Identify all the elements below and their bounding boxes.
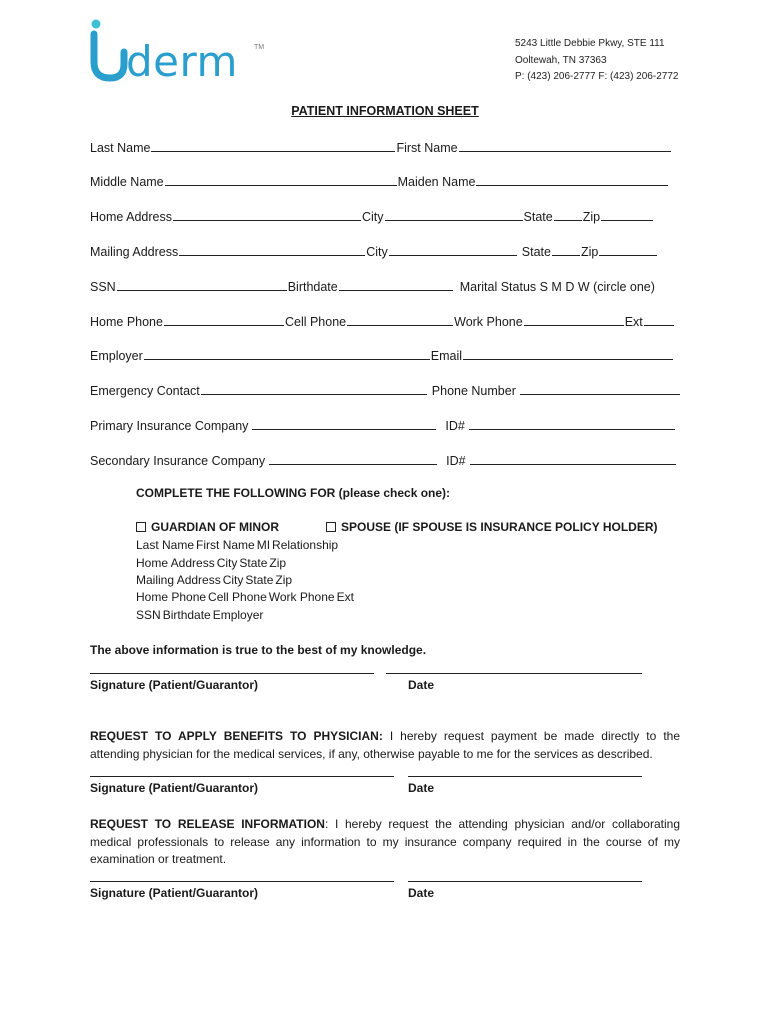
home-address-field[interactable] bbox=[173, 209, 361, 221]
signature-line-1[interactable] bbox=[90, 673, 374, 674]
g-zip-label: Zip bbox=[269, 556, 287, 570]
ext-field[interactable] bbox=[644, 314, 674, 326]
row-primary-insurance bbox=[90, 418, 680, 434]
work-phone-label: Work Phone bbox=[454, 315, 523, 329]
row-secondary-insurance bbox=[90, 453, 680, 469]
form-title: PATIENT INFORMATION SHEET bbox=[291, 104, 479, 118]
g-mi-label: MI bbox=[256, 538, 271, 552]
secondary-insurance-label: Secondary Insurance Company bbox=[90, 454, 266, 468]
home-address-label: Home Address bbox=[90, 210, 172, 224]
row-employer bbox=[90, 348, 680, 364]
spouse-label: SPOUSE (IF SPOUSE IS INSURANCE POLICY HOLDER) bbox=[341, 520, 658, 534]
mailing-zip-field[interactable] bbox=[599, 244, 657, 256]
emergency-contact-field[interactable] bbox=[201, 383, 427, 395]
emergency-contact-label: Emergency Contact bbox=[90, 384, 200, 398]
zip-field[interactable] bbox=[601, 209, 653, 221]
zip-label: Zip bbox=[582, 210, 601, 224]
guardian-row-phones bbox=[136, 590, 681, 605]
g-employer-label: Employer bbox=[212, 608, 264, 622]
state-label: State bbox=[523, 210, 553, 224]
g-cell-phone-label: Cell Phone bbox=[208, 590, 267, 604]
uderm-logo bbox=[88, 18, 268, 84]
g-home-phone-label: Home Phone bbox=[136, 590, 207, 604]
cell-phone-label: Cell Phone bbox=[284, 315, 347, 329]
guardian-section-heading: COMPLETE THE FOLLOWING FOR (please check one): bbox=[136, 486, 451, 500]
g-last-name-label: Last Name bbox=[136, 538, 195, 552]
practice-address bbox=[515, 36, 678, 86]
logo-trademark: TM bbox=[254, 44, 265, 51]
g-mailing-city-label: City bbox=[222, 573, 244, 587]
mailing-address-field[interactable] bbox=[179, 244, 365, 256]
last-name-field[interactable] bbox=[151, 140, 395, 152]
ext-label: Ext bbox=[624, 315, 643, 329]
row-mailing-address bbox=[90, 244, 680, 260]
benefits-text: I hereby request payment be made directly to the attending physician for the medical services, if any, otherwise payable to me for the services as described. bbox=[90, 729, 680, 761]
address-line-2: Ooltewah, TN 37363 bbox=[515, 54, 607, 66]
mailing-address-label: Mailing Address bbox=[90, 245, 179, 259]
signature-label-2: Signature (Patient/Guarantor) bbox=[90, 781, 259, 795]
employer-label: Employer bbox=[90, 349, 143, 363]
address-line-1: 5243 Little Debbie Pkwy, STE 111 bbox=[515, 38, 665, 49]
signature-line-2[interactable] bbox=[90, 776, 394, 777]
marital-status-label[interactable]: Marital Status S M D W (circle one) bbox=[459, 280, 655, 294]
home-phone-field[interactable] bbox=[164, 314, 284, 326]
date-line-1[interactable] bbox=[386, 673, 642, 674]
row-ssn bbox=[90, 279, 680, 295]
date-line-3[interactable] bbox=[408, 881, 642, 882]
logo-u-mark bbox=[88, 18, 128, 84]
g-ext-label: Ext bbox=[336, 590, 354, 604]
guardian-minor-label: GUARDIAN OF MINOR bbox=[151, 520, 279, 534]
primary-insurance-label: Primary Insurance Company bbox=[90, 419, 249, 433]
middle-name-field[interactable] bbox=[165, 174, 397, 186]
g-mailing-address-label: Mailing Address bbox=[136, 573, 221, 587]
ssn-field[interactable] bbox=[117, 279, 287, 291]
g-mailing-state-label: State bbox=[245, 573, 274, 587]
row-home-address bbox=[90, 209, 680, 225]
email-label: Email bbox=[430, 349, 463, 363]
date-line-2[interactable] bbox=[408, 776, 642, 777]
guardian-row-mailing-address bbox=[136, 573, 681, 588]
middle-name-label: Middle Name bbox=[90, 175, 164, 189]
date-label-1: Date bbox=[408, 678, 435, 692]
release-text: : I hereby request the attending physician and/or collaborating medical professionals to release any information to my insurance company required in the course of my examination or treatment. bbox=[90, 817, 680, 866]
state-field[interactable] bbox=[554, 209, 582, 221]
g-ssn-label: SSN bbox=[136, 608, 161, 622]
email-field[interactable] bbox=[463, 348, 673, 360]
g-birthdate-label: Birthdate bbox=[162, 608, 211, 622]
release-paragraph bbox=[90, 816, 680, 869]
g-city-label: City bbox=[216, 556, 238, 570]
primary-insurance-field[interactable] bbox=[252, 418, 436, 430]
city-label: City bbox=[361, 210, 384, 224]
cell-phone-field[interactable] bbox=[347, 314, 453, 326]
primary-id-field[interactable] bbox=[469, 418, 675, 430]
g-home-address-label: Home Address bbox=[136, 556, 215, 570]
phone-number-field[interactable] bbox=[520, 383, 680, 395]
date-label-3: Date bbox=[408, 886, 435, 900]
mailing-state-field[interactable] bbox=[552, 244, 580, 256]
g-state-label: State bbox=[239, 556, 268, 570]
g-work-phone-label: Work Phone bbox=[268, 590, 335, 604]
benefits-paragraph bbox=[90, 728, 680, 763]
g-first-name-label: First Name bbox=[196, 538, 255, 552]
row-phones bbox=[90, 314, 680, 330]
attestation-text: The above information is true to the best of my knowledge. bbox=[90, 643, 427, 657]
mailing-city-field[interactable] bbox=[389, 244, 517, 256]
mailing-city-label: City bbox=[366, 245, 388, 259]
last-name-label: Last Name bbox=[90, 141, 151, 155]
guardian-minor-checkbox[interactable] bbox=[136, 522, 146, 532]
address-phone-fax: P: (423) 206-2777 F: (423) 206-2772 bbox=[515, 71, 679, 82]
birthdate-label: Birthdate bbox=[287, 280, 338, 294]
work-phone-field[interactable] bbox=[524, 314, 624, 326]
logo-wordmark: derm bbox=[126, 37, 238, 86]
secondary-id-field[interactable] bbox=[470, 453, 676, 465]
row-name bbox=[90, 140, 680, 156]
ssn-label: SSN bbox=[90, 280, 116, 294]
benefits-heading: REQUEST TO APPLY BENEFITS TO PHYSICIAN: bbox=[90, 729, 383, 743]
date-label-2: Date bbox=[408, 781, 435, 795]
spouse-checkbox[interactable] bbox=[326, 522, 336, 532]
signature-label-1: Signature (Patient/Guarantor) bbox=[90, 678, 259, 692]
phone-number-label: Phone Number bbox=[431, 384, 516, 398]
signature-line-3[interactable] bbox=[90, 881, 394, 882]
first-name-label: First Name bbox=[396, 141, 458, 155]
row-emergency bbox=[90, 383, 680, 399]
signature-label-3: Signature (Patient/Guarantor) bbox=[90, 886, 259, 900]
g-relationship-label: Relationship bbox=[272, 538, 339, 552]
mailing-state-label: State bbox=[521, 245, 551, 259]
mailing-zip-label: Zip bbox=[580, 245, 599, 259]
spouse-option[interactable] bbox=[326, 520, 658, 534]
guardian-row-home-address bbox=[136, 556, 681, 571]
city-field[interactable] bbox=[385, 209, 523, 221]
home-phone-label: Home Phone bbox=[90, 315, 163, 329]
secondary-insurance-field[interactable] bbox=[269, 453, 437, 465]
guardian-row-name bbox=[136, 538, 681, 553]
primary-id-label: ID# bbox=[445, 419, 465, 433]
secondary-id-label: ID# bbox=[446, 454, 466, 468]
maiden-name-field[interactable] bbox=[476, 174, 668, 186]
employer-field[interactable] bbox=[144, 348, 430, 360]
release-heading: REQUEST TO RELEASE INFORMATION bbox=[90, 817, 325, 831]
first-name-field[interactable] bbox=[459, 140, 671, 152]
guardian-minor-option[interactable] bbox=[136, 520, 279, 534]
g-mailing-zip-label: Zip bbox=[275, 573, 293, 587]
maiden-name-label: Maiden Name bbox=[397, 175, 476, 189]
guardian-options bbox=[136, 520, 681, 534]
row-middle-maiden bbox=[90, 174, 680, 190]
guardian-row-ssn bbox=[136, 608, 681, 623]
birthdate-field[interactable] bbox=[339, 279, 453, 291]
